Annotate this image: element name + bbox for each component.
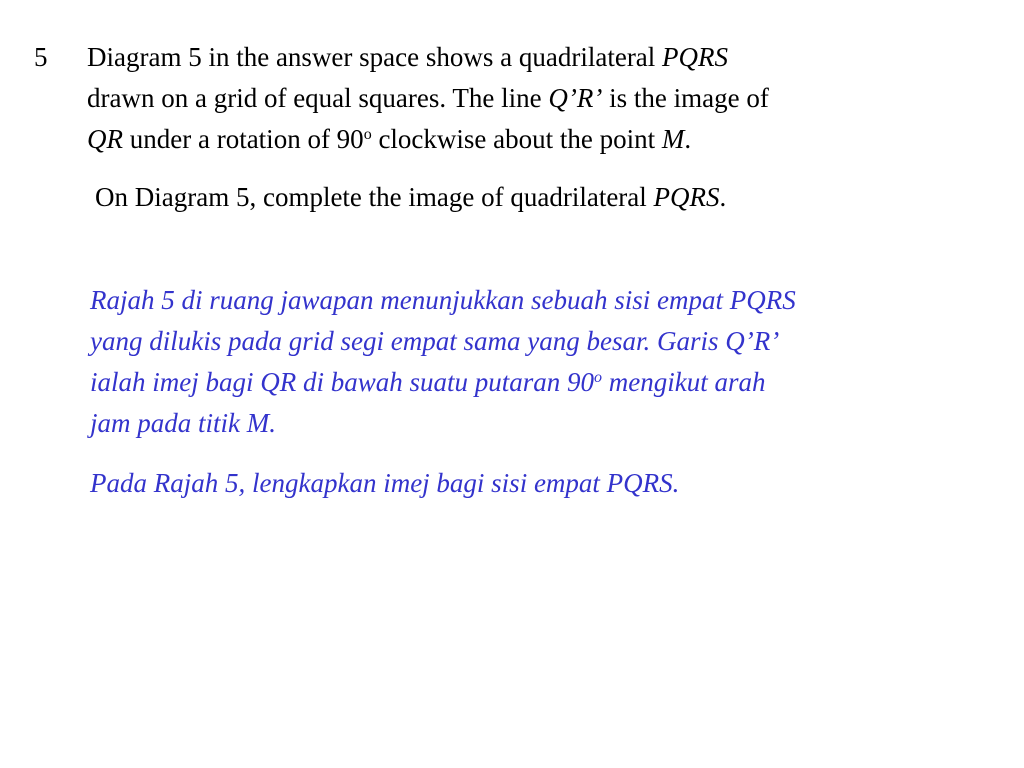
english-task-line (95, 177, 1005, 218)
english-line-2 (87, 78, 1007, 119)
english-line-3-end: . (684, 124, 692, 154)
malay-line-3 (90, 362, 1010, 403)
english-line-3 (87, 119, 1007, 160)
english-task-end: . (719, 182, 727, 212)
variable-pqrs: PQRS (662, 42, 729, 72)
malay-line-3-after: mengikut arah (602, 367, 766, 397)
malay-line-2: yang dilukis pada grid segi empat sama yang besar. Garis Q’R’ (90, 326, 780, 356)
english-question-text (87, 37, 1007, 160)
malay-line-3-before: ialah imej bagi QR di bawah suatu putaran 90 (90, 367, 595, 397)
english-line-1 (87, 37, 1007, 78)
malay-line-4: jam pada titik M. (90, 408, 276, 438)
malay-degree-superscript: o (594, 369, 603, 386)
variable-m: M (661, 124, 685, 154)
malay-task-line: Pada Rajah 5, lengkapkan imej bagi sisi empat PQRS. (90, 468, 680, 498)
english-line-1-text: Diagram 5 in the answer space shows a quadrilateral (87, 42, 663, 72)
variable-qr: QR (87, 124, 123, 154)
malay-line-1: Rajah 5 di ruang jawapan menunjukkan sebuah sisi empat PQRS (90, 285, 796, 315)
english-line-2-text: drawn on a grid of equal squares. The line (87, 83, 549, 113)
variable-q-prime-r-prime: Q’R’ (548, 83, 603, 113)
degree-superscript: o (363, 126, 372, 143)
english-line-3-text: under a rotation of 90 (123, 124, 364, 154)
malay-task-text (90, 463, 1010, 504)
malay-question-text (90, 280, 1010, 444)
variable-pqrs-task: PQRS (653, 182, 720, 212)
english-task-line-text: On Diagram 5, complete the image of quadrilateral (95, 182, 654, 212)
english-line-3-text-after: clockwise about the point (371, 124, 662, 154)
question-number: 5 (34, 42, 48, 72)
english-task-text (95, 177, 1005, 218)
english-line-2-text-after: is the image of (602, 83, 769, 113)
